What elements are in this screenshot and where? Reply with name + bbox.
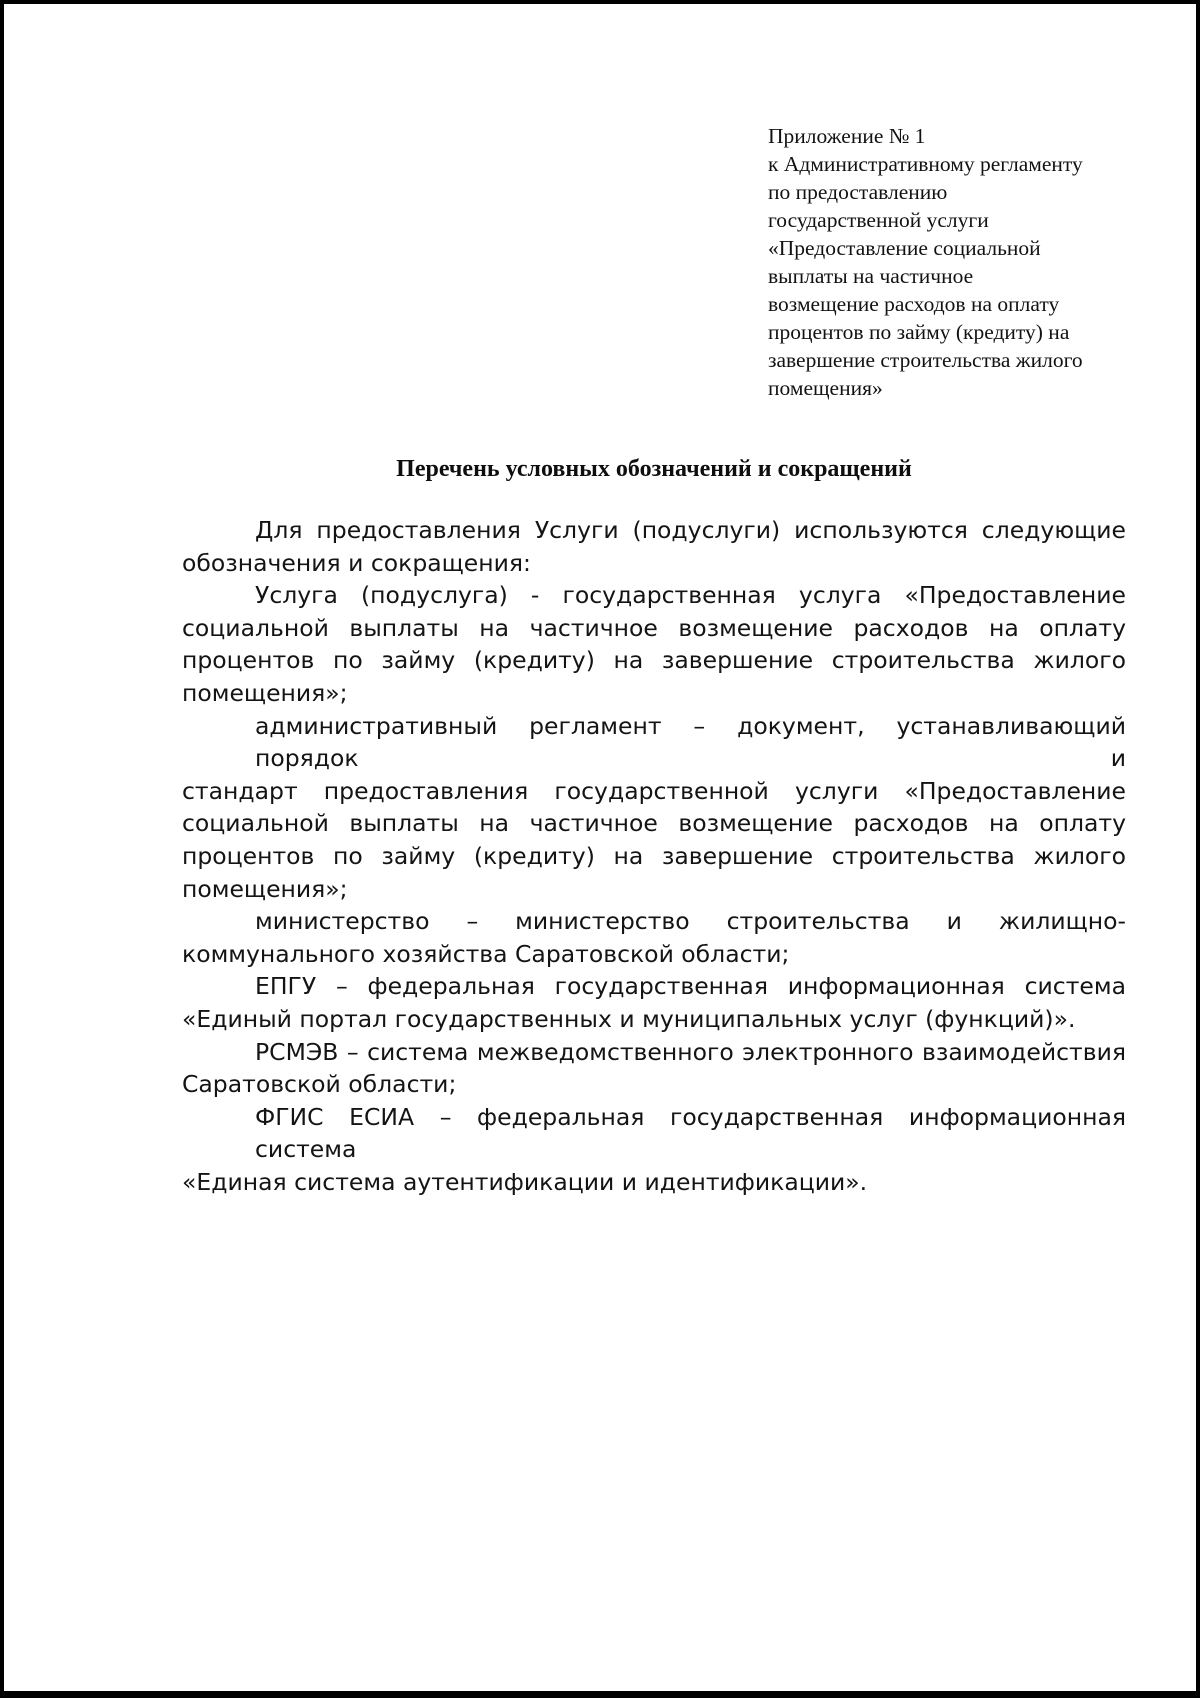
appendix-line: процентов по займу (кредиту) на [768,320,1070,344]
paragraph-line: процентов по займу (кредиту) на завершение строительства жилого [182,841,1126,870]
paragraph-line: помещения»; [182,678,348,707]
paragraph-line: стандарт предоставления государственной услуги «Предоставление [182,776,1126,805]
paragraph-line: административный регламент – документ, устанавливающий порядок и [255,711,1126,773]
scan-border-top [0,0,1200,4]
paragraph-reglament [182,710,1126,906]
paragraph-line: Услуга (подуслуга) - государственная услуга «Предоставление [255,581,1126,610]
appendix-line: помещения» [768,376,883,400]
paragraph-fgis-esia [182,1101,1126,1199]
scan-border-right [1196,0,1200,1698]
paragraph-ministerstvo [182,905,1126,970]
paragraph-line: коммунального хозяйства Саратовской области; [182,939,790,968]
appendix-line: Приложение № 1 [768,124,926,148]
paragraph-usluga [182,579,1126,709]
paragraph-line: ЕПГУ – федеральная государственная информационная система [255,972,1126,1001]
appendix-line: государственной услуги [768,208,989,232]
scan-border-left [0,0,4,1698]
appendix-header [768,122,1168,402]
appendix-line: выплаты на частичное [768,264,974,288]
appendix-line: «Предоставление социальной [768,236,1041,260]
document-body [182,514,1126,1198]
paragraph-line: РСМЭВ – система межведомственного электронного взаимодействия [255,1037,1126,1066]
paragraph-epgu [182,970,1126,1035]
paragraph-line: обозначения и сокращения: [182,548,531,577]
paragraph-line: Для предоставления Услуги (подуслуги) используются следующие [255,516,1126,544]
paragraph-line: процентов по займу (кредиту) на завершение строительства жилого [182,646,1126,675]
appendix-line: завершение строительства жилого [768,348,1083,372]
appendix-line: возмещение расходов на оплату [768,292,1060,316]
paragraph-line: социальной выплаты на частичное возмещение расходов на оплату [182,809,1126,838]
paragraph-rsmev [182,1036,1126,1101]
appendix-line: по предоставлению [768,180,948,204]
paragraph-line: социальной выплаты на частичное возмещение расходов на оплату [182,613,1126,642]
paragraph-line: «Единая система аутентификации и идентификации». [182,1167,868,1196]
paragraph-intro [182,514,1126,579]
paragraph-line: «Единый портал государственных и муниципальных услуг (функций)». [182,1004,1076,1033]
document-title: Перечень условных обозначений и сокращений [396,456,912,482]
paragraph-line: ФГИС ЕСИА – федеральная государственная информационная система [255,1102,1126,1164]
appendix-line: к Административному регламенту [768,152,1083,176]
scan-border-bottom [0,1691,1200,1698]
paragraph-line: Саратовской области; [182,1070,457,1099]
paragraph-line: помещения»; [182,874,348,903]
paragraph-line: министерство – министерство строительства и жилищно- [255,907,1126,936]
